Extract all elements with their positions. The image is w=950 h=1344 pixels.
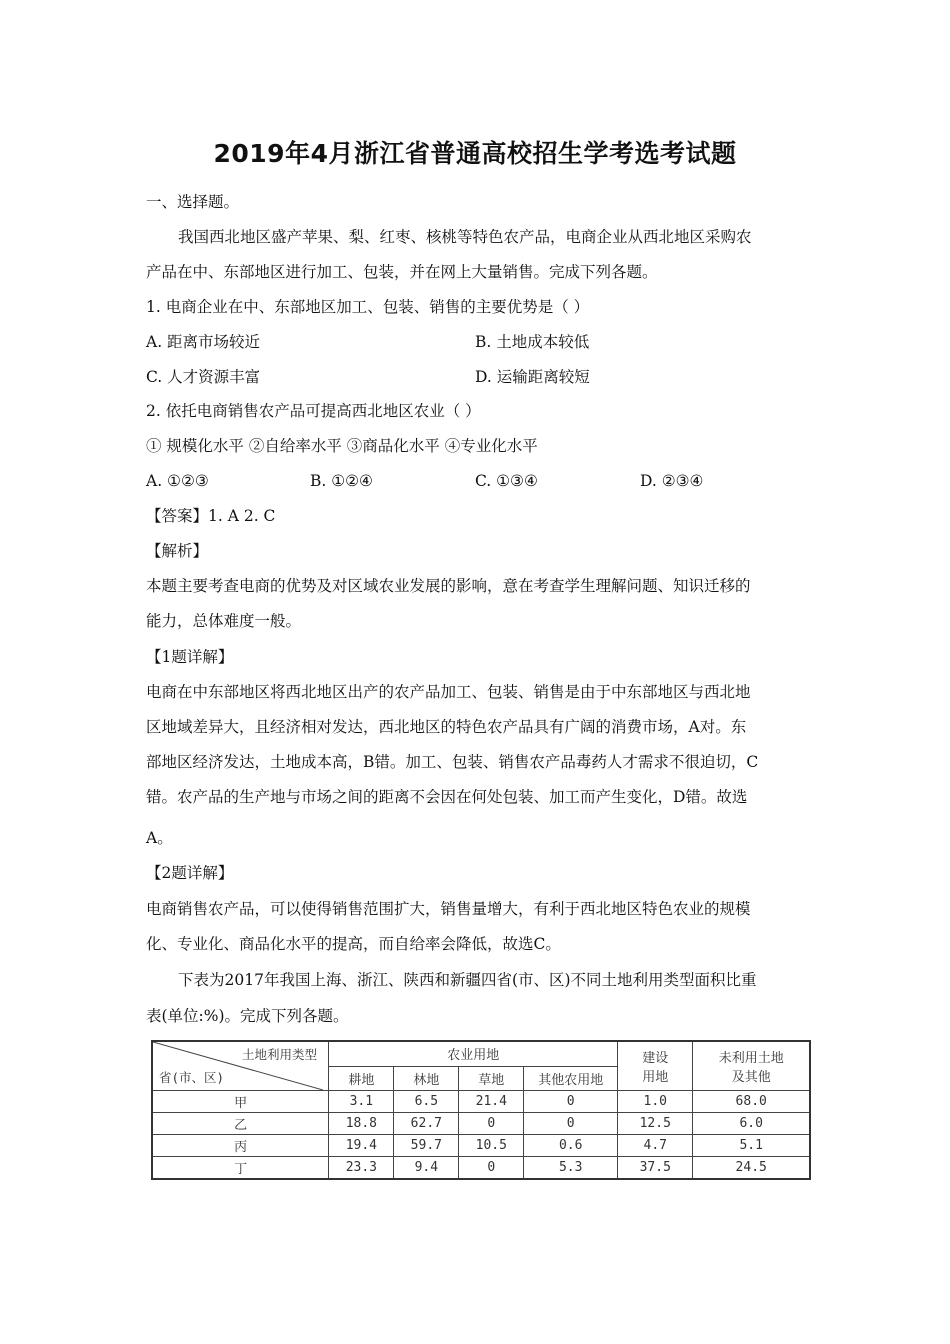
table-cell: 1.0 bbox=[618, 1091, 693, 1113]
intro-line: 产品在中、东部地区进行加工、包装，并在网上大量销售。完成下列各题。 bbox=[146, 263, 658, 281]
detail-2-text: 化、专业化、商品化水平的提高，而自给率会降低，故选C。 bbox=[146, 935, 561, 953]
header-sub: 其他农用地 bbox=[524, 1066, 618, 1090]
table-cell: 0 bbox=[524, 1113, 618, 1135]
table-cell: 37.5 bbox=[618, 1157, 693, 1180]
detail-1-text: 错。农产品的生产地与市场之间的距离不会因在何处包装、加工而产生变化，D错。故选 bbox=[146, 788, 748, 806]
intro-line: 表(单位:%)。完成下列各题。 bbox=[146, 1007, 349, 1025]
table-cell: 4.7 bbox=[618, 1135, 693, 1157]
table-cell: 0 bbox=[459, 1113, 524, 1135]
table-cell: 5.1 bbox=[693, 1135, 810, 1157]
table-row bbox=[152, 1091, 810, 1113]
header-unused-land bbox=[693, 1041, 810, 1091]
header-unused-line: 及其他 bbox=[731, 1070, 771, 1085]
analysis-text: 本题主要考查电商的优势及对区域农业发展的影响，意在考查学生理解问题、知识迁移的 bbox=[146, 577, 751, 595]
table-cell: 10.5 bbox=[459, 1135, 524, 1157]
analysis-text: 能力，总体难度一般。 bbox=[146, 612, 302, 630]
header-agri-group: 农业用地 bbox=[329, 1041, 618, 1066]
detail-1-text: A。 bbox=[146, 829, 173, 847]
q1-option-d: D. 运输距离较短 bbox=[475, 368, 590, 386]
q2-option-d: D. ②③④ bbox=[640, 472, 704, 490]
header-unused-line: 未利用土地 bbox=[718, 1051, 784, 1066]
table-cell: 0 bbox=[459, 1157, 524, 1180]
question-2-items: ① 规模化水平 ②自给率水平 ③商品化水平 ④专业化水平 bbox=[146, 437, 538, 455]
row-label: 甲 bbox=[152, 1091, 329, 1113]
question-1-stem: 1. 电商企业在中、东部地区加工、包装、销售的主要优势是（ ） bbox=[146, 298, 590, 316]
q2-option-a: A. ①②③ bbox=[146, 472, 209, 490]
table-cell: 24.5 bbox=[693, 1157, 810, 1180]
detail-1-text: 区地域差异大，且经济相对发达，西北地区的特色农产品具有广阔的消费市场，A对。东 bbox=[146, 718, 747, 736]
section-heading: 一、选择题。 bbox=[146, 193, 240, 211]
corner-top-label: 土地利用类型 bbox=[241, 1047, 317, 1062]
table-cell: 19.4 bbox=[329, 1135, 394, 1157]
table-cell: 3.1 bbox=[329, 1091, 394, 1113]
table-cell: 18.8 bbox=[329, 1113, 394, 1135]
table-cell: 5.3 bbox=[524, 1157, 618, 1180]
q2-option-c: C. ①③④ bbox=[475, 472, 538, 490]
land-use-table bbox=[151, 1040, 811, 1180]
table-cell: 0.6 bbox=[524, 1135, 618, 1157]
q1-option-a: A. 距离市场较近 bbox=[146, 333, 261, 351]
header-sub: 林地 bbox=[394, 1066, 459, 1090]
header-build-line: 建设 bbox=[642, 1051, 669, 1066]
table-corner-cell bbox=[152, 1041, 329, 1091]
table-cell: 59.7 bbox=[394, 1135, 459, 1157]
analysis-label: 【解析】 bbox=[146, 542, 209, 560]
table-cell: 12.5 bbox=[618, 1113, 693, 1135]
table-cell: 68.0 bbox=[693, 1091, 810, 1113]
detail-2-label: 【2题详解】 bbox=[146, 864, 234, 882]
corner-bottom-label: 省(市、区) bbox=[159, 1070, 225, 1085]
table-row bbox=[152, 1135, 810, 1157]
page-title: 2019年4月浙江省普通高校招生学考选考试题 bbox=[213, 139, 737, 168]
intro-line: 我国西北地区盛产苹果、梨、红枣、核桃等特色农产品，电商企业从西北地区采购农 bbox=[178, 228, 752, 246]
table-cell: 21.4 bbox=[459, 1091, 524, 1113]
row-label: 丙 bbox=[152, 1135, 329, 1157]
header-build-land bbox=[618, 1041, 693, 1091]
q2-option-b: B. ①②④ bbox=[310, 472, 373, 490]
table-cell: 0 bbox=[524, 1091, 618, 1113]
table-cell: 23.3 bbox=[329, 1157, 394, 1180]
table-row bbox=[152, 1157, 810, 1180]
row-label: 丁 bbox=[152, 1157, 329, 1180]
row-label: 乙 bbox=[152, 1113, 329, 1135]
answer-line: 【答案】1. A 2. C bbox=[146, 507, 276, 525]
header-sub: 耕地 bbox=[329, 1066, 394, 1090]
header-sub: 草地 bbox=[459, 1066, 524, 1090]
detail-1-text: 部地区经济发达，土地成本高，B错。加工、包装、销售农产品毒药人才需求不很迫切，C bbox=[146, 753, 759, 771]
table-cell: 9.4 bbox=[394, 1157, 459, 1180]
table-cell: 6.5 bbox=[394, 1091, 459, 1113]
intro-line: 下表为2017年我国上海、浙江、陕西和新疆四省(市、区)不同土地利用类型面积比重 bbox=[178, 971, 757, 989]
table-cell: 62.7 bbox=[394, 1113, 459, 1135]
detail-2-text: 电商销售农产品，可以使得销售范围扩大，销售量增大，有利于西北地区特色农业的规模 bbox=[146, 900, 751, 918]
detail-1-text: 电商在中东部地区将西北地区出产的农产品加工、包装、销售是由于中东部地区与西北地 bbox=[146, 683, 751, 701]
header-build-line: 用地 bbox=[642, 1070, 669, 1085]
q1-option-b: B. 土地成本较低 bbox=[475, 333, 590, 351]
question-2-stem: 2. 依托电商销售农产品可提高西北地区农业（ ） bbox=[146, 402, 481, 420]
table-row bbox=[152, 1113, 810, 1135]
detail-1-label: 【1题详解】 bbox=[146, 648, 234, 666]
q1-option-c: C. 人才资源丰富 bbox=[146, 368, 261, 386]
table-cell: 6.0 bbox=[693, 1113, 810, 1135]
